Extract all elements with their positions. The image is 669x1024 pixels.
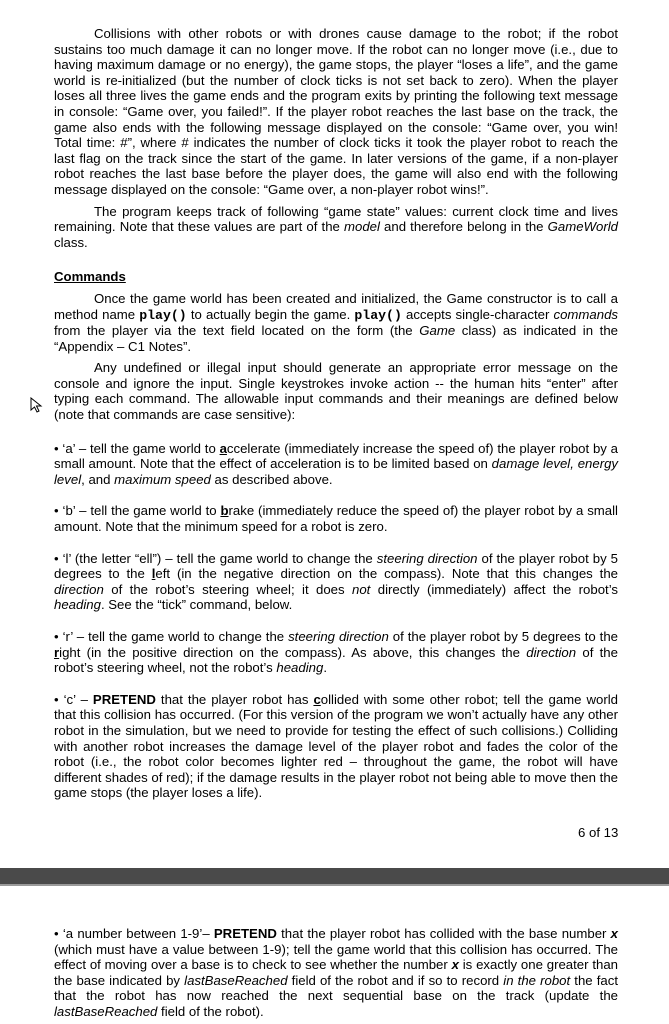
text-span: eft (in the negative direction on the compass). Note that this changes the bbox=[155, 566, 619, 582]
italic-span: direction bbox=[526, 644, 577, 660]
text-span: accepts single-character bbox=[401, 306, 554, 322]
italic-game: Game bbox=[419, 323, 456, 339]
text-span: class. bbox=[54, 234, 88, 250]
bold-italic-x: x bbox=[451, 957, 459, 973]
command-key-b: b bbox=[220, 503, 229, 519]
text-span: ‘b’ – tell the game world to bbox=[58, 503, 221, 519]
bullet-dot: • bbox=[54, 926, 59, 941]
italic-span: not bbox=[352, 581, 371, 597]
text-span: of the player robot by 5 degrees to the bbox=[388, 629, 618, 644]
bullet-dot: • bbox=[54, 691, 59, 707]
italic-model: model bbox=[344, 219, 380, 235]
text-span: that the player robot has bbox=[155, 691, 314, 707]
text-span: and therefore belong in the bbox=[379, 219, 548, 235]
text-span: ollided with some other robot; tell the game world that this collision has occurred. (For this version of the program we won’t actually have any other robot in the simulation, but we need to provide for testing the effect of such collisions.) Colliding with another robot increases the damage level of the player robot and fades the color of the robot (i.e., the robot color becomes lighter red – throughout the game, the robot will have different shades of red); if the damage results in the player robot not being able to move then the game stops (the player loses a life). bbox=[54, 691, 619, 801]
text-span: . bbox=[323, 660, 327, 676]
code-play: play() bbox=[139, 307, 187, 323]
italic-span: lastBaseReached bbox=[54, 1003, 158, 1019]
text-span: field of the robot). bbox=[157, 1003, 264, 1019]
bullet-dot: • bbox=[54, 629, 59, 644]
text-span: is exactly one greater than the base indicated by bbox=[54, 957, 618, 988]
text-span: ‘l’ (the letter “ell”) – tell the game world to change the bbox=[58, 550, 377, 566]
italic-gameworld: GameWorld bbox=[547, 219, 619, 235]
text-span: , and bbox=[81, 471, 115, 487]
text-span: from the player via the text field located on the form (the bbox=[54, 323, 420, 339]
command-key-a: a bbox=[219, 440, 227, 456]
italic-span: lastBaseReached bbox=[184, 972, 288, 988]
text-span: ccelerate (immediately increase the speed of) the player robot by a small amount. Note that the effect of acceleration is to be limited based on bbox=[54, 440, 618, 472]
commands-intro-paragraph bbox=[54, 291, 618, 354]
text-span: that the player robot has collided with the base number bbox=[276, 926, 611, 941]
italic-span: direction bbox=[54, 581, 104, 597]
bold-pretend: PRETEND bbox=[213, 926, 277, 941]
command-key-c: c bbox=[313, 691, 321, 707]
text-span: ‘r’ – tell the game world to change the bbox=[58, 629, 289, 644]
text-span: as described above. bbox=[210, 471, 333, 487]
text-span: of the player robot by 5 degrees to the bbox=[54, 550, 618, 582]
bold-italic-x: x bbox=[610, 926, 618, 941]
bold-pretend: PRETEND bbox=[92, 691, 156, 707]
code-play: play() bbox=[354, 307, 402, 323]
italic-span: damage level, energy level bbox=[54, 456, 619, 487]
text-span: The program keeps track of following “game state” values: current clock time and lives remaining. Note that these values are part of the bbox=[54, 203, 618, 235]
page-text-body bbox=[54, 926, 618, 1020]
bullet-left bbox=[54, 551, 618, 613]
bullet-dot: • bbox=[54, 550, 59, 566]
bullet-dot: • bbox=[54, 503, 59, 519]
text-span: class) as indicated in the “Appendix – C1 Notes”. bbox=[54, 323, 618, 354]
collisions-paragraph: Collisions with other robots or with drones cause damage to the robot; if the robot sustains too much damage it can no longer move. If the robot can no longer move (i.e., due to having maximum damage or no energy), the game stops, the player “loses a life”, and the game world is re-initialized (but the number of clock ticks is not set back to zero). When the player loses all three lives the game ends and the program exits by printing the following text message in console: “Game over, you failed!”. If the player robot reaches the last base on the track, the game also ends with the following message displayed on the console: “Game over, you win! Total time: #”, where # indicates the number of clock ticks it took the player robot to reach the last flag on the track since the start of the game. In later versions of the game, if a non-player robot reaches the last base before the player does, the game will also end with the following message displayed on the console: “Game over, a non-player robot wins!”. bbox=[54, 26, 618, 197]
page-text-body bbox=[54, 26, 618, 801]
bullet-dot: • bbox=[54, 440, 59, 456]
bullet-collide bbox=[54, 692, 618, 801]
bullet-right bbox=[54, 629, 618, 676]
bullet-base-number bbox=[54, 926, 618, 1020]
italic-span: maximum speed bbox=[114, 471, 211, 487]
italic-span: heading bbox=[276, 660, 324, 676]
italic-span: steering direction bbox=[376, 550, 478, 566]
bullet-accelerate bbox=[54, 441, 618, 488]
text-span: the fact that the robot has now reached the next sequential base on the track (update the bbox=[54, 972, 619, 1004]
text-span: Once the game world has been created and initialized, the Game constructor is to call a method name bbox=[54, 290, 618, 322]
italic-span: in the robot bbox=[503, 972, 571, 988]
italic-commands: commands bbox=[553, 306, 618, 322]
text-span: ‘a number between 1-9’– bbox=[58, 926, 214, 941]
text-span: directly (immediately) affect the robot’s bbox=[370, 581, 618, 597]
text-span: field of the robot and if so to record bbox=[287, 972, 504, 988]
italic-span: steering direction bbox=[288, 629, 389, 644]
italic-span: heading bbox=[54, 597, 101, 613]
text-span: of the robot’s steering wheel; it does bbox=[103, 581, 353, 597]
input-rules-paragraph: Any undefined or illegal input should generate an appropriate error message on the console and ignore the input. Single keystrokes invoke action -- the human hits “enter” after typing each command. The allowable input commands and their meanings are defined below (note that commands are case sensitive): bbox=[54, 360, 618, 423]
bullet-brake bbox=[54, 503, 618, 534]
text-span: of the robot’s steering wheel, not the robot’s bbox=[54, 644, 618, 676]
command-key-r: r bbox=[54, 644, 60, 660]
document-page-7 bbox=[0, 886, 669, 1024]
command-key-l: l bbox=[151, 566, 156, 582]
text-span: ight (in the positive direction on the compass). As above, this changes the bbox=[59, 644, 527, 660]
text-span: to actually begin the game. bbox=[186, 306, 355, 322]
page-separator bbox=[0, 868, 669, 884]
text-span: ‘c’ – bbox=[58, 691, 93, 707]
page-number: 6 of 13 bbox=[578, 825, 619, 840]
text-span: . See the “tick” command, below. bbox=[100, 597, 293, 613]
commands-heading: Commands bbox=[54, 269, 126, 285]
text-span: rake (immediately reduce the speed of) the player robot by a small amount. Note that the minimum speed for a robot is zero. bbox=[54, 503, 618, 535]
game-state-paragraph bbox=[54, 204, 618, 251]
mouse-pointer-icon bbox=[30, 397, 44, 413]
text-span: ‘a’ – tell the game world to bbox=[58, 440, 220, 456]
text-span: (which must have a value between 1-9); tell the game world that this collision has occurred. The effect of moving over a base is to check to see whether the number bbox=[54, 941, 618, 973]
